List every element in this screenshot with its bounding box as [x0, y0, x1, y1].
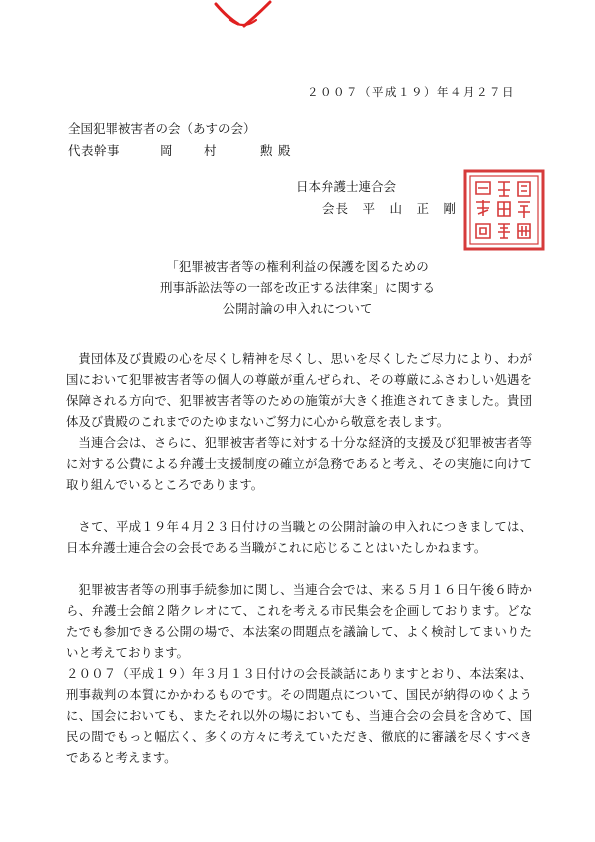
addressee-organization: 全国犯罪被害者の会（あすの会）	[68, 121, 256, 136]
addressee-honorific: 殿	[278, 143, 292, 158]
sender-name-line	[296, 198, 457, 220]
addressee-title: 代表幹事	[68, 143, 121, 158]
addressee-name-line	[68, 140, 291, 162]
addressee-block	[68, 118, 291, 162]
addressee-name-part: 勲	[260, 143, 274, 158]
sender-block	[296, 176, 457, 220]
body-paragraph: 犯罪被害者等の刑事手続参加に関し、当連合会では、来る５月１６日午後６時から、弁護士会館２階クレオにて、これを考える市民集会を企画しております。どなたでも参加できる公開の場で、本法案の問題点を議論して、よく検討してまいりたいと考えております。	[66, 582, 532, 660]
red-stamp-mark-icon	[208, 0, 278, 30]
addressee-name-part: 村	[204, 143, 218, 158]
body-paragraph: さて、平成１９年４月２３日付けの当職との公開討論の申入れにつきましては、日本弁護士連合会の会長である当職がこれに応じることはいたしかねます。	[66, 519, 532, 555]
sender-organization: 日本弁護士連合会	[296, 179, 397, 194]
body-paragraph: 貴団体及び貴殿の心を尽くし精神を尽くし、思いを尽くしたご尽力により、わが国において犯罪被害者等の個人の尊厳が重んぜられ、その尊厳にふさわしい処遇を保障される方向で、犯罪被害者等のための施策が大きく推進されてきました。貴団体及び貴殿のこれまでのたゆまないご努力に心から敬意を表します。	[66, 351, 532, 429]
subject-line: 刑事訴訟法等の一部を改正する法律案」に関する	[159, 280, 435, 295]
sender-title: 会長	[322, 201, 350, 216]
subject-line: 公開討論の申入れについて	[222, 301, 373, 316]
document-date: ２００７（平成１９）年４月２７日	[307, 85, 515, 99]
letter-body	[66, 348, 532, 768]
official-seal-icon	[462, 168, 546, 252]
sender-name: 平 山 正 剛	[362, 201, 458, 216]
body-paragraph: 当連合会は、さらに、犯罪被害者等に対する十分な経済的支援及び犯罪被害者等に対する公費による弁護士支援制度の確立が急務であると考え、その実施に向けて取り組んでいるところであります。	[66, 435, 532, 492]
body-paragraph: ２００７（平成１９）年３月１３日付けの会長談話にありますとおり、本法案は、刑事裁判の本質にかかわるものです。その問題点について、国民が納得のゆくように、国会においても、またそれ以外の場においても、当連合会の会員を含めて、国民の間でもっと幅広く、多くの方々に考えていただき、徹底的に審議を尽くすべきであると考えます。	[66, 666, 532, 765]
subject-line: 「犯罪被害者等の権利利益の保護を図るための	[166, 259, 429, 274]
letter-subject	[60, 256, 535, 319]
addressee-name-part: 岡	[160, 143, 174, 158]
